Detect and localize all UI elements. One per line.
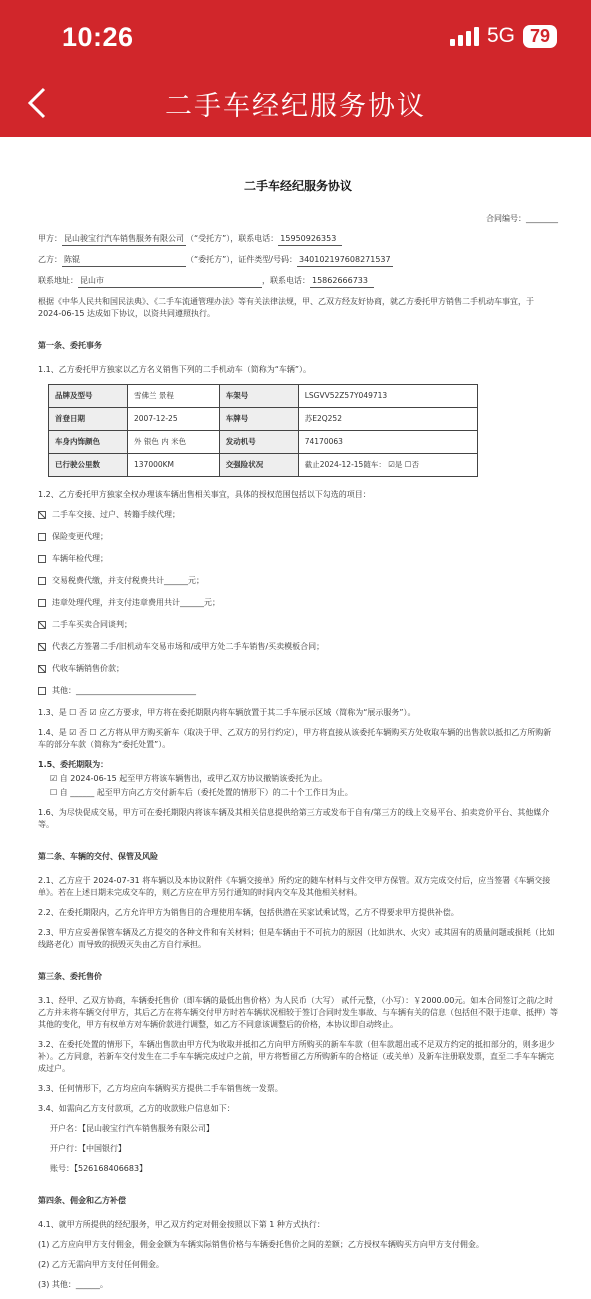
unchecked-box-icon [38, 599, 46, 607]
clause-1-5a: ☑ 自 2024-06-15 起至甲方将该车辆售出，或甲乙双方协议撤销该委托为止。 [50, 774, 328, 783]
table-row [49, 454, 478, 477]
table-header-cell: 交强险状况 [219, 454, 298, 477]
page-title: 二手车经纪服务协议 [165, 91, 426, 122]
option-item [38, 597, 558, 609]
table-header-cell: 已行驶公里数 [49, 454, 128, 477]
option-label: 代表乙方签署二手/旧机动车交易市场和/或甲方处二手车销售/买卖模板合同； [52, 642, 325, 651]
option-list [38, 509, 558, 697]
clause-1-5: 1.5、委托期限为： [38, 760, 109, 769]
network-type: 5G [486, 24, 515, 47]
section-4: 第四条、佣金和乙方补偿 [38, 1196, 126, 1205]
table-value-cell: 2007-12-25 [128, 408, 220, 431]
section-3: 第三条、委托售价 [38, 972, 102, 981]
option-item [38, 663, 558, 675]
table-value-cell: 外 银色 内 米色 [128, 431, 220, 454]
option-label: 车辆年检代理； [52, 554, 108, 563]
clause-2-3: 2.3、甲方应妥善保管车辆及乙方提交的各种文件和有关材料；但是车辆由于不可抗力的原因（比如洪水、火灾）或其固有的质量问题或损耗（比如线路老化）而导致的损毁灭失由乙方自行承担。 [38, 928, 555, 949]
option-label: 交易税费代缴，并支付税费共计______元； [52, 576, 204, 585]
table-row [49, 408, 478, 431]
option-item [38, 509, 558, 521]
table-header-cell: 品牌及型号 [49, 385, 128, 408]
option-label: 保险变更代理； [52, 532, 108, 541]
intro: 根据《中华人民共和国民法典》、《二手车流通管理办法》等有关法律法规，甲、乙双方经友好协商，就乙方委托甲方销售二手机动车事宜，于 2024-06-15 达成如下协议，以资共同遵照执行。 [38, 297, 534, 318]
unchecked-box-icon [38, 555, 46, 563]
table-header-cell: 首登日期 [49, 408, 128, 431]
option-label: 二手车交接、过户、转籍手续代理； [52, 510, 180, 519]
clause-4-1: 4.1、就甲方所提供的经纪服务，甲乙双方约定对佣金按照以下第 1 种方式执行： [38, 1220, 325, 1229]
section-2: 第二条、车辆的交付、保管及风险 [38, 852, 158, 861]
clause-4-1b: (2) 乙方无需向甲方支付任何佣金。 [38, 1260, 164, 1269]
option-item [38, 553, 558, 565]
unchecked-box-icon [38, 577, 46, 585]
clause-3-2: 3.2、在委托处置的情形下，车辆出售款由甲方代为收取并抵扣乙方向甲方所购买的新车车款（但车款超出或不足双方约定的抵扣部分的，则多退少补）。乙方同意，若新车交付发生在二手车车辆完成过户之前，甲方将暂留乙方所购新车的合格证（或关单）及新车注册联发票，直至二手车车辆完成过户。 [38, 1040, 555, 1073]
doc-title: 二手车经纪服务协议 [243, 179, 352, 193]
option-item [38, 619, 558, 631]
unchecked-box-icon [38, 687, 46, 695]
table-value-cell: LSGVV52Z57Y049713 [298, 385, 477, 408]
document [38, 137, 558, 1299]
unchecked-box-icon [38, 533, 46, 541]
top-bar [0, 0, 591, 137]
checked-box-icon [38, 511, 46, 519]
checked-box-icon [38, 665, 46, 673]
table-row [49, 385, 478, 408]
clause-4-1c: (3) 其他：______。 [38, 1280, 108, 1289]
option-label: 其他：______________________________ [52, 686, 196, 695]
clause-1-1: 1.1、乙方委托甲方独家以乙方名义销售下列的二手机动车（简称为“车辆”）。 [38, 365, 312, 374]
clause-3-4: 3.4、如需向乙方支付款项，乙方的收款账户信息如下： [38, 1104, 235, 1113]
table-value-cell: 74170063 [298, 431, 477, 454]
option-item [38, 531, 558, 543]
option-item [38, 685, 558, 697]
option-item [38, 641, 558, 653]
checked-box-icon [38, 621, 46, 629]
signal-icon [450, 26, 479, 46]
clause-1-5b: ☐ 自 ______ 起至甲方向乙方交付新车后（委托处置的情形下）的二十个工作日为止。 [50, 788, 353, 797]
battery-icon: 79 [523, 25, 557, 48]
table-row [49, 431, 478, 454]
account-bank: 开户行：【中国银行】 [50, 1144, 126, 1153]
account-number: 账号：【526168406683】 [50, 1164, 148, 1173]
clause-3-3: 3.3、任何情形下，乙方均应向车辆购买方提供二手车销售统一发票。 [38, 1084, 283, 1093]
party-b: 乙方： 陈锟 （“委托方”），证件类型/号码： 340102197608271537 [38, 254, 558, 267]
checked-box-icon [38, 643, 46, 651]
table-header-cell: 发动机号 [219, 431, 298, 454]
clause-1-2: 1.2、乙方委托甲方独家全权办理该车辆出售相关事宜，具体的授权范围包括以下勾选的项目： [38, 490, 371, 499]
section-1: 第一条、委托事务 [38, 341, 102, 350]
table-value-cell: 137000KM [128, 454, 220, 477]
table-header-cell: 车架号 [219, 385, 298, 408]
option-label: 二手车买卖合同谈判； [52, 620, 132, 629]
party-a: 甲方： 昆山骏宝行汽车销售服务有限公司 （“受托方”），联系电话： 15950926353 [38, 233, 558, 246]
clause-3-1: 3.1、经甲、乙双方协商，车辆委托售价（即车辆的最低出售价格）为人民币（大写） 贰仟元整，（小写）：￥2000.00元。如本合同签订之前/之时乙方并未将车辆交付甲方，其后乙方在将车辆交付甲方时若车辆状况相较于签订合同时发生事故、与车辆有关的信息（包括但不限于违章、抵押）等其他的变化，甲方有权单方对车辆价款进行调整，如乙方不同意该调整后的价格，本协议即自动终止。 [38, 996, 558, 1029]
table-header-cell: 车身内饰颜色 [49, 431, 128, 454]
table-value-cell: 苏E2Q252 [298, 408, 477, 431]
table-header-cell: 车牌号 [219, 408, 298, 431]
clause-1-6: 1.6、为尽快促成交易，甲方可在委托期限内将该车辆及其相关信息提供给第三方或发布于自有/第三方的线上交易平台、拍卖竞价平台、其他媒介等。 [38, 808, 550, 829]
table-value-cell: 雪佛兰 景程 [128, 385, 220, 408]
status-icons [450, 24, 557, 48]
option-label: 代收车辆销售价款； [52, 664, 124, 673]
table-value-cell: 截止2024-12-15随车： ☑是 ☐否 [298, 454, 477, 477]
vehicle-table [48, 384, 478, 477]
clause-2-1: 2.1、乙方应于 2024-07-31 将车辆以及本协议附件《车辆交接单》所约定的随车材料与文件交甲方保管。双方完成交付后，应当签署《车辆交接单》。若在上述日期未完成交车的，则乙方应在甲方另行通知的时间内交车及其他相关材料。 [38, 876, 551, 897]
account-name: 开户名：【昆山骏宝行汽车销售服务有限公司】 [50, 1124, 214, 1133]
option-label: 违章处理代理，并支付违章费用共计______元； [52, 598, 220, 607]
clause-2-2: 2.2、在委托期限内，乙方允许甲方为销售目的合理使用车辆，包括供潜在买家试乘试驾，乙方不得要求甲方提供补偿。 [38, 908, 459, 917]
option-item [38, 575, 558, 587]
clause-1-4: 1.4、是 ☑ 否 ☐ 乙方将从甲方购买新车（取决于甲、乙双方的另行约定），甲方将直接从该委托车辆购买方处收取车辆的出售款以抵扣乙方所购新车的部分车款（简称为“委托处置”）。 [38, 728, 552, 749]
address: 联系地址： 昆山市 ，联系电话： 15862666733 [38, 275, 558, 288]
status-time: 10:26 [62, 22, 134, 52]
clause-1-3: 1.3、是 ☐ 否 ☑ 应乙方要求，甲方将在委托期限内将车辆放置于其二手车展示区域（简称为“展示服务”）。 [38, 708, 416, 717]
contract-no: 合同编号：________ [486, 214, 558, 223]
clause-4-1a: (1) 乙方应向甲方支付佣金，佣金金额为车辆实际销售价格与车辆委托售价之间的差额；乙方授权车辆购买方向甲方支付佣金。 [38, 1240, 484, 1249]
